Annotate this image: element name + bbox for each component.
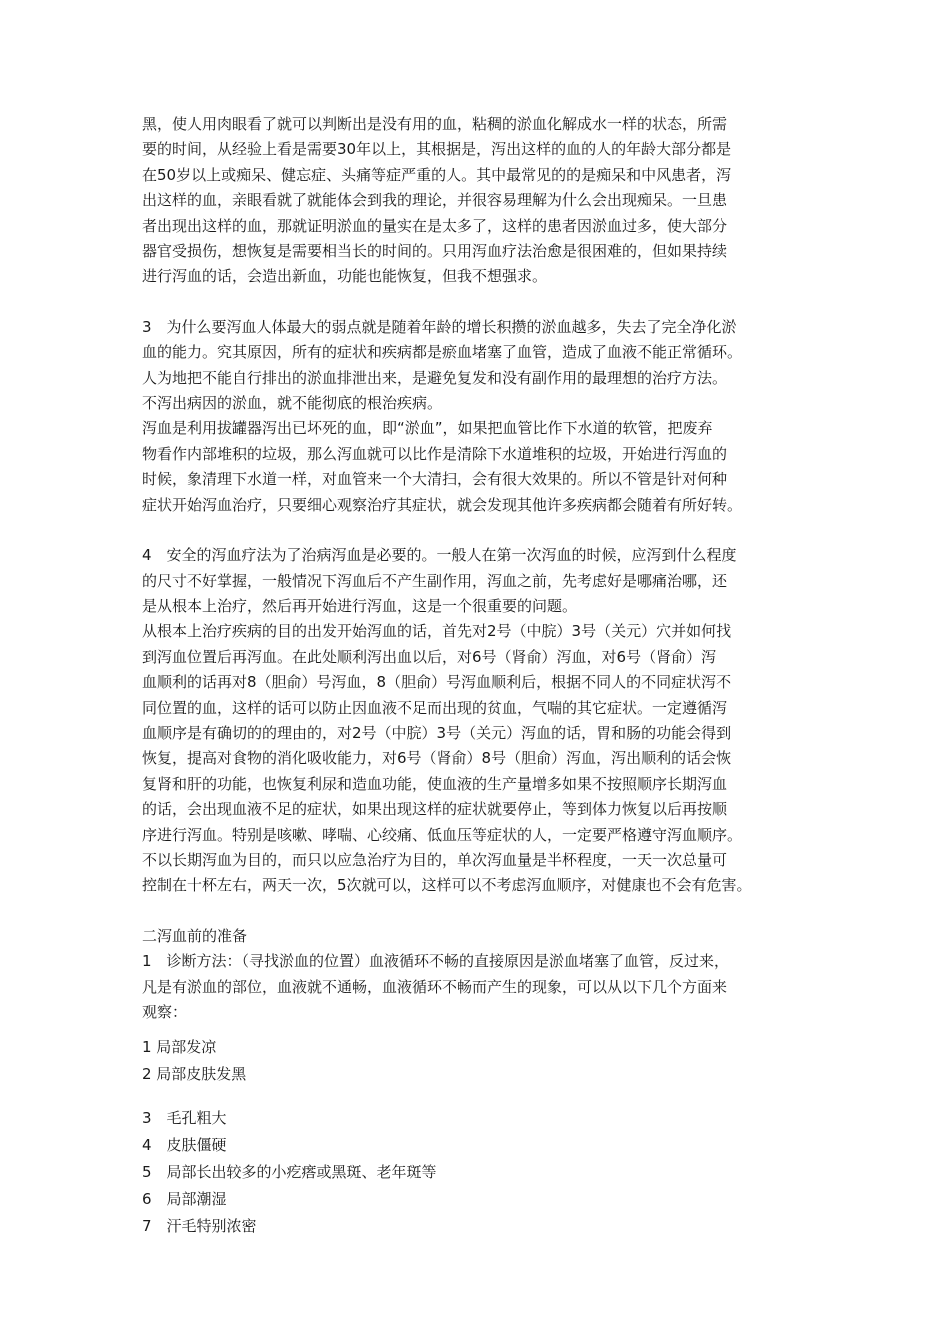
symptom-list-b: [142, 1105, 832, 1240]
text-line: 人为地把不能自行排出的淤血排泄出来，是避免复发和没有副作用的最理想的治疗方法。: [142, 368, 728, 387]
section-preparation: [142, 924, 832, 1241]
text-line: 要的时间，从经验上看是需要30年以上，其根据是，泻出这样的血的人的年龄大部分都是: [142, 140, 732, 159]
text-line: 1 诊断方法：（寻找淤血的位置）血液循环不畅的直接原因是淤血堵塞了血管，反过来，: [142, 952, 730, 971]
text-line: 同位置的血，这样的话可以防止因血液不足而出现的贫血，气喘的其它症状。一定遵循泻: [142, 698, 728, 717]
text-line: 者出现出这样的血，那就证明淤血的量实在是太多了，这样的患者因淤血过多，使大部分: [142, 216, 728, 235]
text-line: 症状开始泻血治疗，只要细心观察治疗其症状，就会发现其他许多疾病都会随着有所好转。: [142, 495, 743, 514]
text-line: 的话，会出现血液不足的症状，如果出现这样的症状就要停止，等到体力恢复以后再按顺: [142, 800, 728, 819]
text-line: 凡是有淤血的部位，血液就不通畅，血液循环不畅而产生的现象，可以从以下几个方面来: [142, 977, 728, 996]
section-why-bloodletting: [142, 315, 832, 518]
text-line: 泻血是利用拔罐器泻出已坏死的血，即“淤血”，如果把血管比作下水道的软管，把废弃: [142, 419, 713, 438]
text-line: 3 为什么要泻血人体最大的弱点就是随着年龄的增长积攒的淤血越多，失去了完全净化淤: [142, 317, 737, 336]
text-line: 序进行泻血。特别是咳嗽、哮喘、心绞痛、低血压等症状的人，一定要严格遵守泻血顺序。: [142, 825, 743, 844]
text-line: 到泻血位置后再泻血。在此处顺利泻出血以后，对6号（肾俞）泻血，对6号（肾俞）泻: [142, 647, 717, 666]
list-item: 5 局部长出较多的小疙瘩或黑斑、老年斑等: [142, 1163, 437, 1182]
text-line: 进行泻血的话，会造出新血，功能也能恢复，但我不想强求。: [142, 267, 548, 286]
section-heading: 二泻血前的准备: [142, 926, 248, 945]
text-line: 恢复，提高对食物的消化吸收能力，对6号（肾俞）8号（胆俞）泻血，泻出顺利的话会恢: [142, 749, 732, 768]
text-line: 观察：: [142, 1003, 188, 1021]
text-line: 不泻出病因的淤血，就不能彻底的根治疾病。: [142, 394, 443, 413]
list-item: 4 皮肤僵硬: [142, 1136, 227, 1155]
text-line: 黑，使人用肉眼看了就可以判断出是没有用的血，粘稠的淤血化解成水一样的状态，所需: [142, 115, 728, 133]
list-item: 1 局部发凉: [142, 1038, 217, 1057]
section-safe-bloodletting: [142, 543, 832, 899]
list-spacer: [142, 1088, 832, 1105]
text-line: 从根本上治疗疾病的目的出发开始泻血的话，首先对2号（中脘）3号（关元）穴并如何找: [142, 622, 732, 641]
list-spacer: [142, 1025, 832, 1034]
text-line: 血的能力。究其原因，所有的症状和疾病都是瘀血堵塞了血管，造成了血液不能正常循环。: [142, 343, 743, 362]
text-line: 血顺序是有确切的的理由的，对2号（中脘）3号（关元）泻血的话，胃和肠的功能会得到: [142, 723, 732, 742]
text-line: 出这样的血，亲眼看就了就能体会到我的理论，并很容易理解为什么会出现痴呆。一旦患: [142, 191, 728, 210]
symptom-list-a: [142, 1034, 832, 1088]
document-page: [142, 112, 832, 1240]
text-line: 控制在十杯左右，两天一次，5次就可以，这样可以不考虑泻血顺序，对健康也不会有危害。: [142, 876, 752, 895]
text-line: 物看作内部堆积的垃圾，那么泻血就可以比作是清除下水道堆积的垃圾，开始进行泻血的: [142, 444, 728, 463]
text-line: 不以长期泻血为目的，而只以应急治疗为目的，单次泻血量是半杯程度，一天一次总量可: [142, 850, 728, 869]
paragraph-spacer: [142, 290, 832, 315]
text-line: 在50岁以上或痴呆、健忘症、头痛等症严重的人。其中最常见的的是痴呆和中风患者，泻: [142, 165, 732, 184]
text-line: 的尺寸不好掌握，一般情况下泻血后不产生副作用，泻血之前，先考虑好是哪痛治哪，还: [142, 571, 728, 590]
list-item: 3 毛孔粗大: [142, 1109, 227, 1128]
text-line: 器官受损伤，想恢复是需要相当长的时间的。只用泻血疗法治愈是很困难的，但如果持续: [142, 242, 728, 261]
text-line: 是从根本上治疗，然后再开始进行泻血，这是一个很重要的问题。: [142, 596, 578, 615]
list-item: 2 局部皮肤发黑: [142, 1065, 247, 1084]
paragraph-spacer: [142, 899, 832, 924]
text-line: 血顺利的话再对8（胆俞）号泻血，8（胆俞）号泻血顺利后，根据不同人的不同症状泻不: [142, 673, 732, 692]
list-item: 6 局部潮湿: [142, 1190, 227, 1209]
paragraph-spacer: [142, 518, 832, 543]
paragraph-blood-stasis: [142, 112, 832, 290]
list-item: 7 汗毛特别浓密: [142, 1217, 257, 1236]
text-line: 时候，象清理下水道一样，对血管来一个大清扫，会有很大效果的。所以不管是针对何种: [142, 470, 728, 489]
text-line: 复肾和肝的功能，也恢复利尿和造血功能，使血液的生产量增多如果不按照顺序长期泻血: [142, 774, 728, 793]
text-line: 4 安全的泻血疗法为了治病泻血是必要的。一般人在第一次泻血的时候，应泻到什么程度: [142, 546, 737, 565]
